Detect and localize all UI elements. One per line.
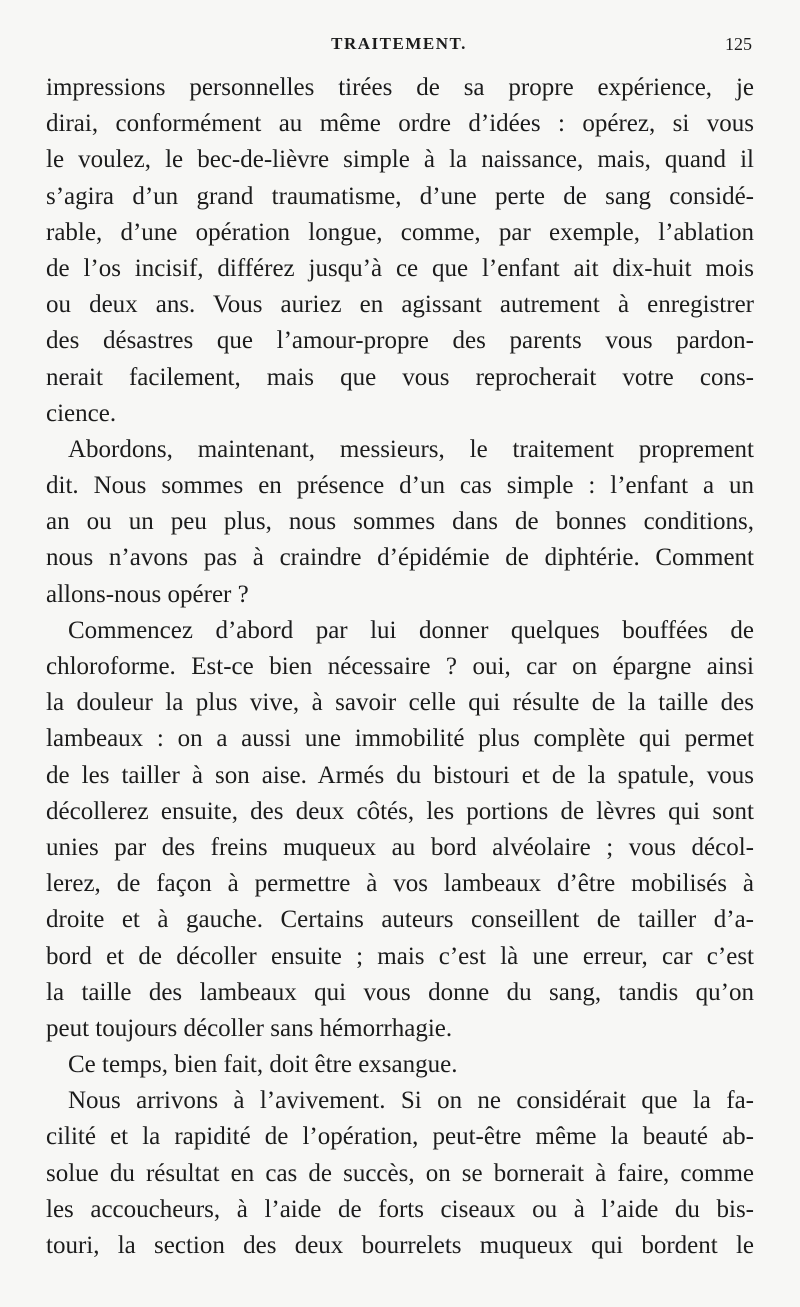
- text-line: la douleur la plus vive, à savoir celle qui résulte de la taille des: [46, 689, 754, 717]
- paragraph-first-line: Abordons, maintenant, messieurs, le traitement proprement: [68, 435, 754, 463]
- text-line: droite et à gauche. Certains auteurs conseillent de tailler d’a-: [46, 906, 754, 934]
- text-line: lambeaux : on a aussi une immobilité plus complète qui permet: [46, 725, 754, 753]
- paragraph-first-line: Ce temps, bien fait, doit être exsangue.: [68, 1051, 458, 1079]
- text-line: dit. Nous sommes en présence d’un cas simple : l’enfant a un: [46, 472, 754, 500]
- text-line: la taille des lambeaux qui vous donne du sang, tandis qu’on: [46, 978, 754, 1006]
- text-line: décollerez ensuite, des deux côtés, les portions de lèvres qui sont: [46, 797, 754, 825]
- text-line: bord et de décoller ensuite ; mais c’est là une erreur, car c’est: [46, 942, 754, 970]
- page-number: 125: [725, 34, 752, 54]
- text-line: an ou un peu plus, nous sommes dans de bonnes conditions,: [46, 508, 754, 536]
- text-line: peut toujours décoller sans hémorrhagie.: [46, 1014, 453, 1042]
- text-line: de les tailler à son aise. Armés du bistouri et de la spatule, vous: [46, 761, 754, 789]
- text-line: unies par des freins muqueux au bord alvéolaire ; vous décol-: [46, 833, 754, 861]
- text-line: cilité et la rapidité de l’opération, peut-être même la beauté ab-: [46, 1123, 754, 1151]
- text-line: des désastres que l’amour-propre des parents vous pardon-: [46, 327, 754, 355]
- text-line: allons-nous opérer ?: [46, 580, 249, 608]
- paragraph-first-line: Commencez d’abord par lui donner quelques bouffées de: [68, 616, 754, 644]
- text-line: cience.: [46, 399, 117, 427]
- running-title: TRAITEMENT.: [331, 34, 467, 53]
- text-line: s’agira d’un grand traumatisme, d’une perte de sang considé-: [46, 182, 754, 210]
- text-line: ou deux ans. Vous auriez en agissant autrement à enregistrer: [46, 291, 754, 319]
- text-line: lerez, de façon à permettre à vos lambeaux d’être mobilisés à: [46, 870, 754, 898]
- text-line: nous n’avons pas à craindre d’épidémie de diphtérie. Comment: [46, 544, 754, 572]
- text-line: impressions personnelles tirées de sa propre expérience, je: [46, 74, 754, 101]
- text-line: nerait facilement, mais que vous reprocherait votre cons-: [46, 363, 754, 391]
- text-line: les accoucheurs, à l’aide de forts ciseaux ou à l’aide du bis-: [46, 1195, 754, 1223]
- text-line: rable, d’une opération longue, comme, par exemple, l’ablation: [46, 218, 754, 246]
- paragraph-first-line: Nous arrivons à l’avivement. Si on ne considérait que la fa-: [68, 1087, 754, 1115]
- text-line: touri, la section des deux bourrelets muqueux qui bordent le: [46, 1232, 754, 1259]
- text-line: dirai, conformément au même ordre d’idées : opérez, si vous: [46, 110, 754, 138]
- text-line: de l’os incisif, différez jusqu’à ce que l’enfant ait dix-huit mois: [46, 254, 754, 282]
- text-line: chloroforme. Est-ce bien nécessaire ? oui, car on épargne ainsi: [46, 653, 754, 680]
- text-line: solue du résultat en cas de succès, on se bornerait à faire, comme: [46, 1159, 754, 1187]
- body-text: [46, 70, 754, 1264]
- running-head: [46, 34, 752, 58]
- text-line: le voulez, le bec-de-lièvre simple à la naissance, mais, quand il: [46, 146, 754, 174]
